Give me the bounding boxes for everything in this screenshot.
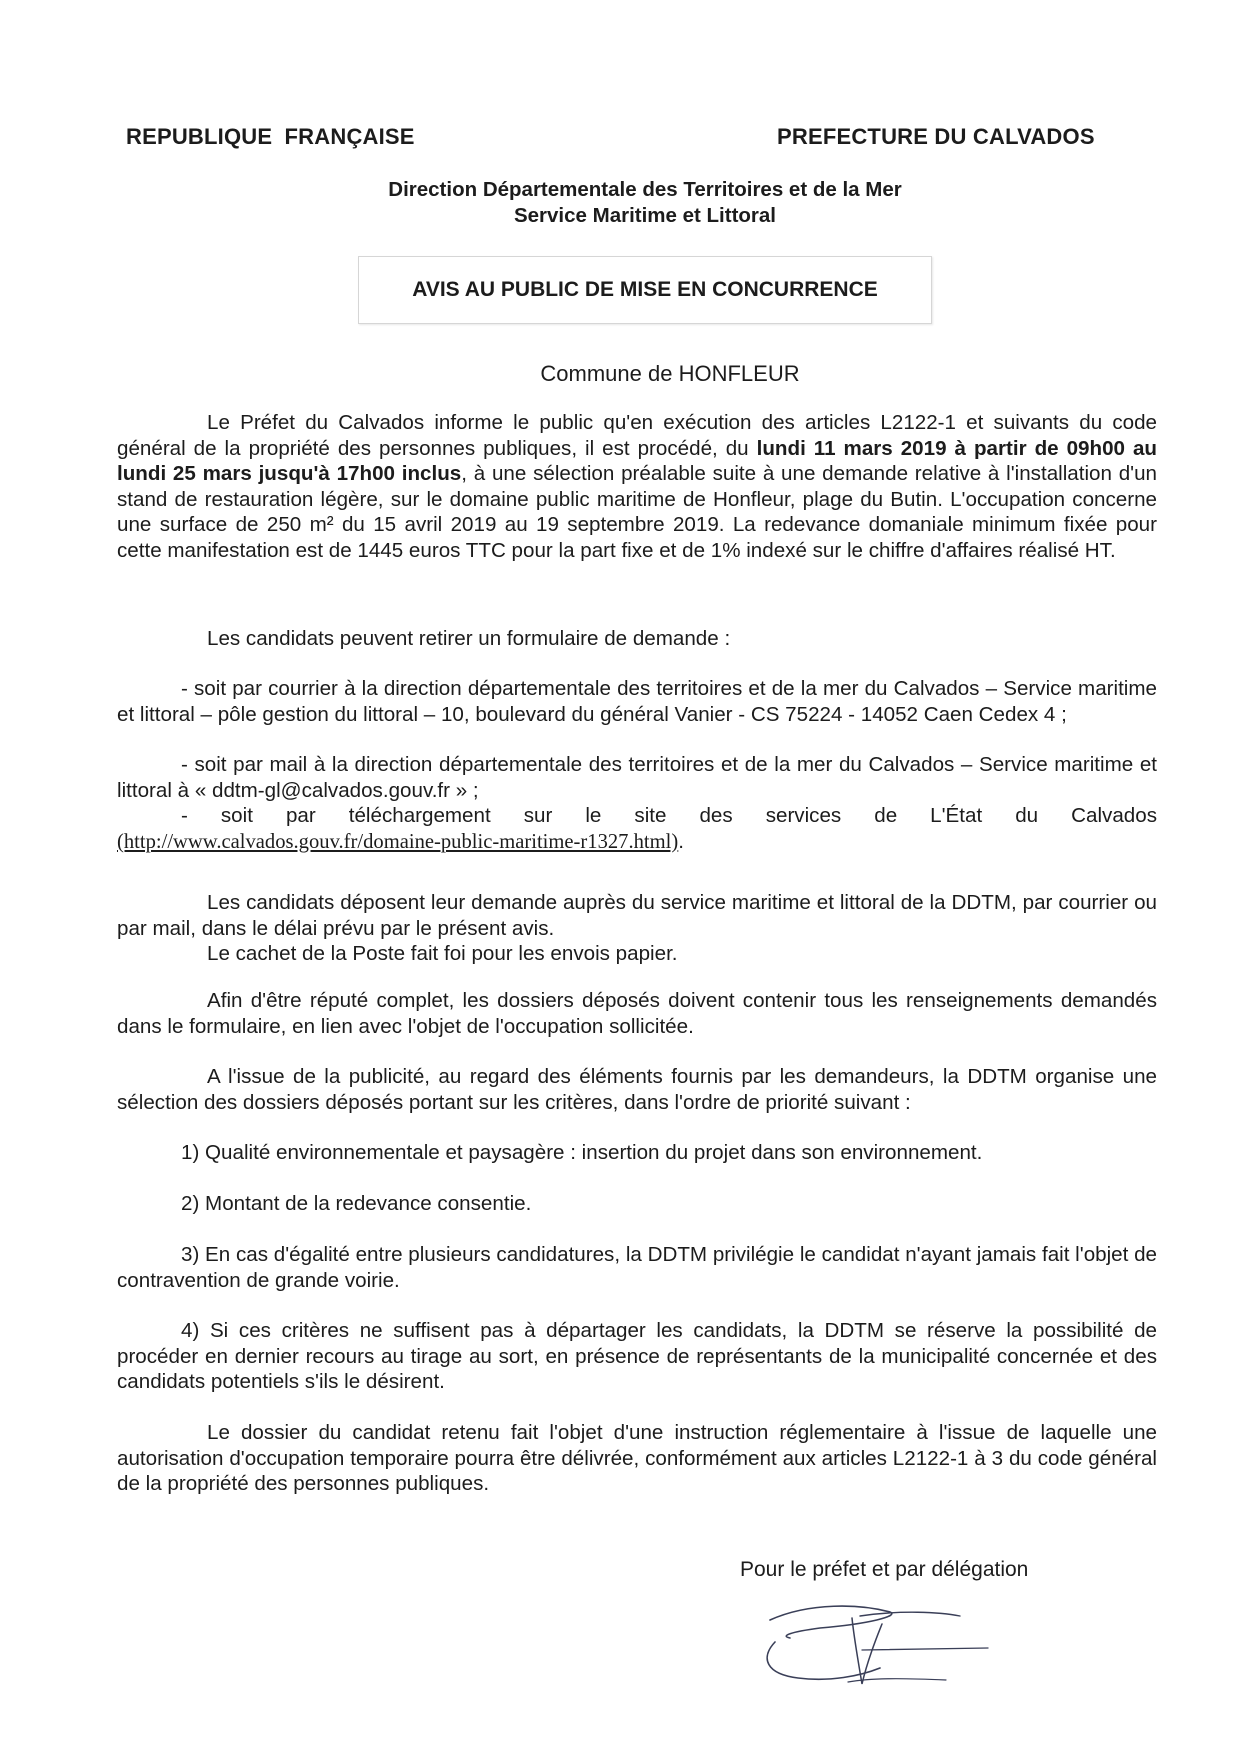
- option-email-text: - soit par mail à la direction départementale des territoires et de la mer du Calvados – Service maritime et littoral à « ddtm-gl@calvados.gouv.fr » ;: [117, 753, 1157, 802]
- intro-paragraph: [117, 410, 1157, 563]
- intro-text-1: Le Préfet du Calvados informe le public qu'en exécution des articles L2122-1 et suivants du code général de la propriété des personnes publiques, il est procédé, du: [117, 411, 1157, 460]
- criterion-1: [117, 1140, 1157, 1166]
- conclusion-text: Le dossier du candidat retenu fait l'objet d'une instruction réglementaire à l'issue de laquelle une autorisation d'occupation temporaire pourra être délivrée, conformément aux articles L2122-1 à 3 du code général de la propriété des personnes publiques.: [117, 1421, 1157, 1495]
- commune-name: Commune de HONFLEUR: [540, 361, 800, 386]
- criterion-1-text: 1) Qualité environnementale et paysagère : insertion du projet dans son environnement.: [181, 1141, 983, 1164]
- department-name: Direction Départementale des Territoires et de la Mer: [388, 178, 902, 201]
- criterion-4: [117, 1318, 1157, 1395]
- selection-text: A l'issue de la publicité, au regard des éléments fournis par les demandeurs, la DDTM organise une sélection des dossiers déposés portant sur les critères, dans l'ordre de priorité suivant :: [117, 1065, 1157, 1114]
- department-heading: [0, 177, 1240, 229]
- postmark-text: Le cachet de la Poste fait foi pour les envois papier.: [207, 942, 678, 965]
- download-link-tail: .: [678, 829, 684, 853]
- option-post-text: - soit par courrier à la direction départementale des territoires et de la mer du Calvados – Service maritime et littoral – pôle gestion du littoral – 10, boulevard du général Vanier - CS 75224 - 14052 Caen Cedex 4 ;: [117, 677, 1157, 726]
- deposit-paragraph: [117, 890, 1157, 967]
- selection-paragraph: [117, 1064, 1157, 1115]
- option-download: [117, 803, 1157, 855]
- deposit-text: Les candidats déposent leur demande auprès du service maritime et littoral de la DDTM, par courrier ou par mail, dans le délai prévu par le présent avis.: [117, 891, 1157, 940]
- option-post: [117, 676, 1157, 727]
- criterion-4-text: 4) Si ces critères ne suffisent pas à départager les candidats, la DDTM se réserve la possibilité de procéder en dernier recours au tirage au sort, en présence de représentants de la municipalité concernée et des candidats potentiels s'ils le désirent.: [117, 1319, 1157, 1393]
- criterion-2: [117, 1191, 1157, 1217]
- notice-title: AVIS AU PUBLIC DE MISE EN CONCURRENCE: [412, 278, 878, 301]
- notice-title-box: [358, 256, 932, 324]
- candidates-intro-text: Les candidats peuvent retirer un formulaire de demande :: [207, 627, 731, 650]
- service-name: Service Maritime et Littoral: [513, 204, 777, 227]
- option-email: [117, 752, 1157, 803]
- intro-dates: lundi 11 mars 2019 à partir de 09h00 au lundi 25 mars jusqu'à 17h00 inclus: [117, 436, 1157, 485]
- completeness-text: Afin d'être réputé complet, les dossiers déposés doivent contenir tous les renseignements demandés dans le formulaire, en lien avec l'objet de l'occupation sollicitée.: [117, 989, 1157, 1038]
- candidates-intro: [117, 626, 1157, 652]
- option-download-text: - soit par téléchargement sur le site des services de L'État du Calvados: [181, 804, 1157, 827]
- handwritten-signature: [750, 1598, 1030, 1688]
- criterion-3: [117, 1242, 1157, 1293]
- criterion-3-text: 3) En cas d'égalité entre plusieurs candidatures, la DDTM privilégie le candidat n'ayant jamais fait l'objet de contravention de grande voirie.: [117, 1243, 1157, 1292]
- criterion-2-text: 2) Montant de la redevance consentie.: [181, 1192, 532, 1215]
- signature-label: Pour le préfet et par délégation: [740, 1558, 1029, 1581]
- header-republic: REPUBLIQUE FRANÇAISE: [126, 124, 415, 149]
- intro-text-2: , à une sélection préalable suite à une demande relative à l'installation d'un stand de restauration légère, sur le domaine public maritime de Honfleur, plage du Butin. L'occupation concerne une surface de 250 m² du 15 avril 2019 au 19 septembre 2019. La redevance domaniale minimum fixée pour cette manifestation est de 1445 euros TTC pour la part fixe et de 1% indexé sur le chiffre d'affaires réalisé HT.: [117, 462, 1157, 562]
- download-link[interactable]: (http://www.calvados.gouv.fr/domaine-public-maritime-r1327.html): [117, 830, 679, 853]
- header-prefecture: PREFECTURE DU CALVADOS: [777, 124, 1095, 149]
- completeness-paragraph: [117, 988, 1157, 1039]
- conclusion-paragraph: [117, 1420, 1157, 1497]
